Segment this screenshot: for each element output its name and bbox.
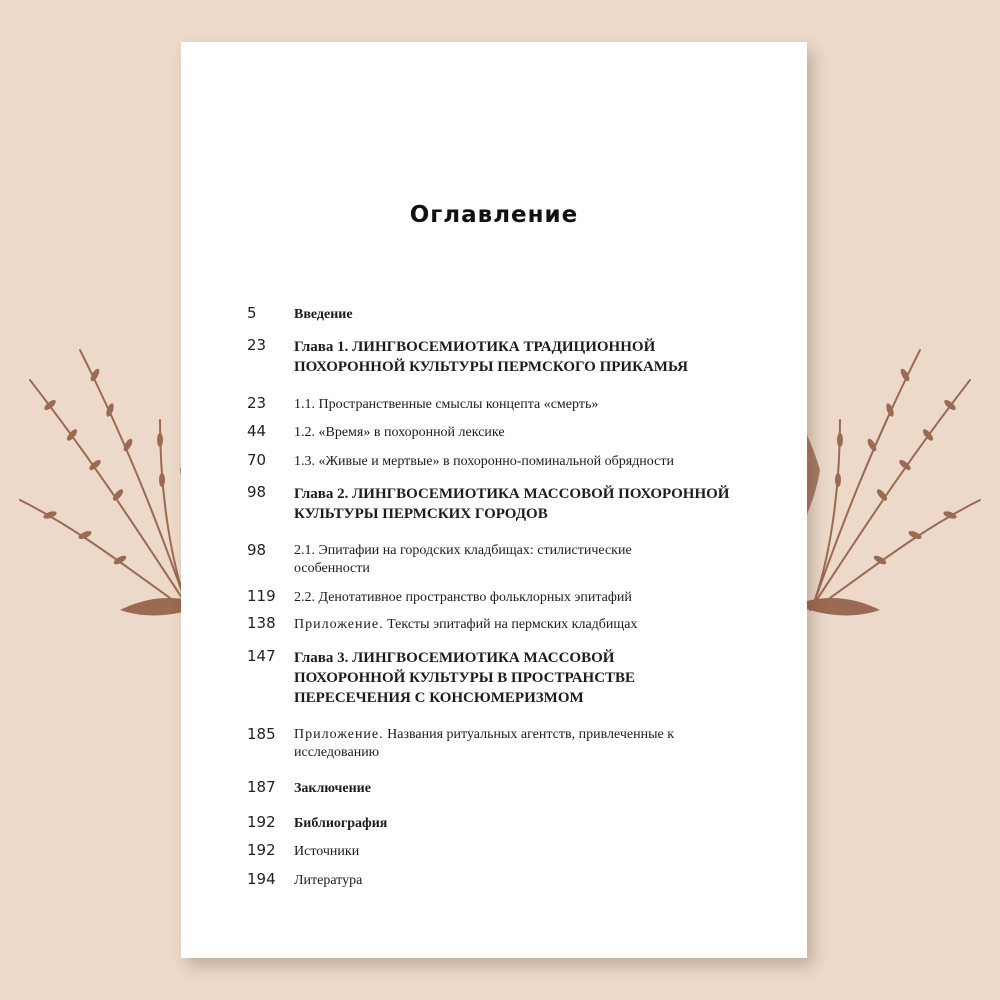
toc-page-number: 44 (247, 422, 267, 440)
toc-entry-text (294, 615, 754, 635)
toc-page-number: 187 (247, 778, 276, 796)
toc-entry-text: Литература (294, 873, 363, 888)
page-title: Оглавление (409, 202, 579, 228)
toc-page-number: 185 (247, 725, 276, 743)
toc-entry-body: Тексты эпитафий на пермских кладбищах (387, 617, 638, 632)
toc-page-number: 147 (247, 647, 276, 665)
toc-page-number: 194 (247, 870, 276, 888)
toc-page-number: 98 (247, 483, 267, 501)
toc-entry-text: 1.1. Пространственные смыслы концепта «смерть» (294, 397, 599, 412)
toc-entry-text: Введение (294, 307, 353, 322)
willow-branch-right-decoration (790, 330, 990, 630)
appendix-label: Приложение. (294, 617, 384, 632)
toc-entry-text: 1.3. «Живые и мертвые» в похоронно-поминальной обрядности (294, 454, 674, 469)
toc-chapter-title: Глава 2. ЛИНГВОСЕМИОТИКА МАССОВОЙ ПОХОРОННОЙ КУЛЬТУРЫ ПЕРМСКИХ ГОРОДОВ (294, 486, 730, 522)
toc-page-number: 192 (247, 813, 276, 831)
toc-entry-text: Библиография (294, 816, 388, 831)
toc-page-number: 23 (247, 394, 267, 412)
toc-entry-text: 2.2. Денотативное пространство фольклорных эпитафий (294, 590, 632, 605)
toc-entry-text: 1.2. «Время» в похоронной лексике (294, 425, 505, 440)
appendix-label: Приложение. (294, 727, 384, 742)
toc-entry-text: Источники (294, 844, 360, 859)
toc-page-number: 192 (247, 841, 276, 859)
toc-page-number: 138 (247, 614, 276, 632)
toc-entry-text: 2.1. Эпитафии на городских кладбищах: стилистические особенности (294, 543, 632, 576)
willow-branch-left-decoration (10, 330, 210, 630)
toc-page-number: 70 (247, 451, 267, 469)
toc-entry-text: Заключение (294, 781, 371, 796)
toc-page-number: 98 (247, 541, 267, 559)
toc-chapter-title: Глава 3. ЛИНГВОСЕМИОТИКА МАССОВОЙ ПОХОРОННОЙ КУЛЬТУРЫ В ПРОСТРАНСТВЕ ПЕРЕСЕЧЕНИЯ С КОНСЮМЕРИЗМОМ (294, 650, 636, 706)
toc-entry-text (294, 726, 734, 762)
toc-entry-body: Названия ритуальных агентств, привлеченные к исследованию (294, 727, 675, 760)
toc-chapter-title: Глава 1. ЛИНГВОСЕМИОТИКА ТРАДИЦИОННОЙ ПОХОРОННОЙ КУЛЬТУРЫ ПЕРМСКОГО ПРИКАМЬЯ (294, 339, 688, 375)
book-page (181, 42, 807, 958)
toc-page-number: 23 (247, 336, 267, 354)
toc-page-number: 119 (247, 587, 276, 605)
table-of-contents (181, 42, 807, 958)
toc-page-number: 5 (247, 304, 257, 322)
